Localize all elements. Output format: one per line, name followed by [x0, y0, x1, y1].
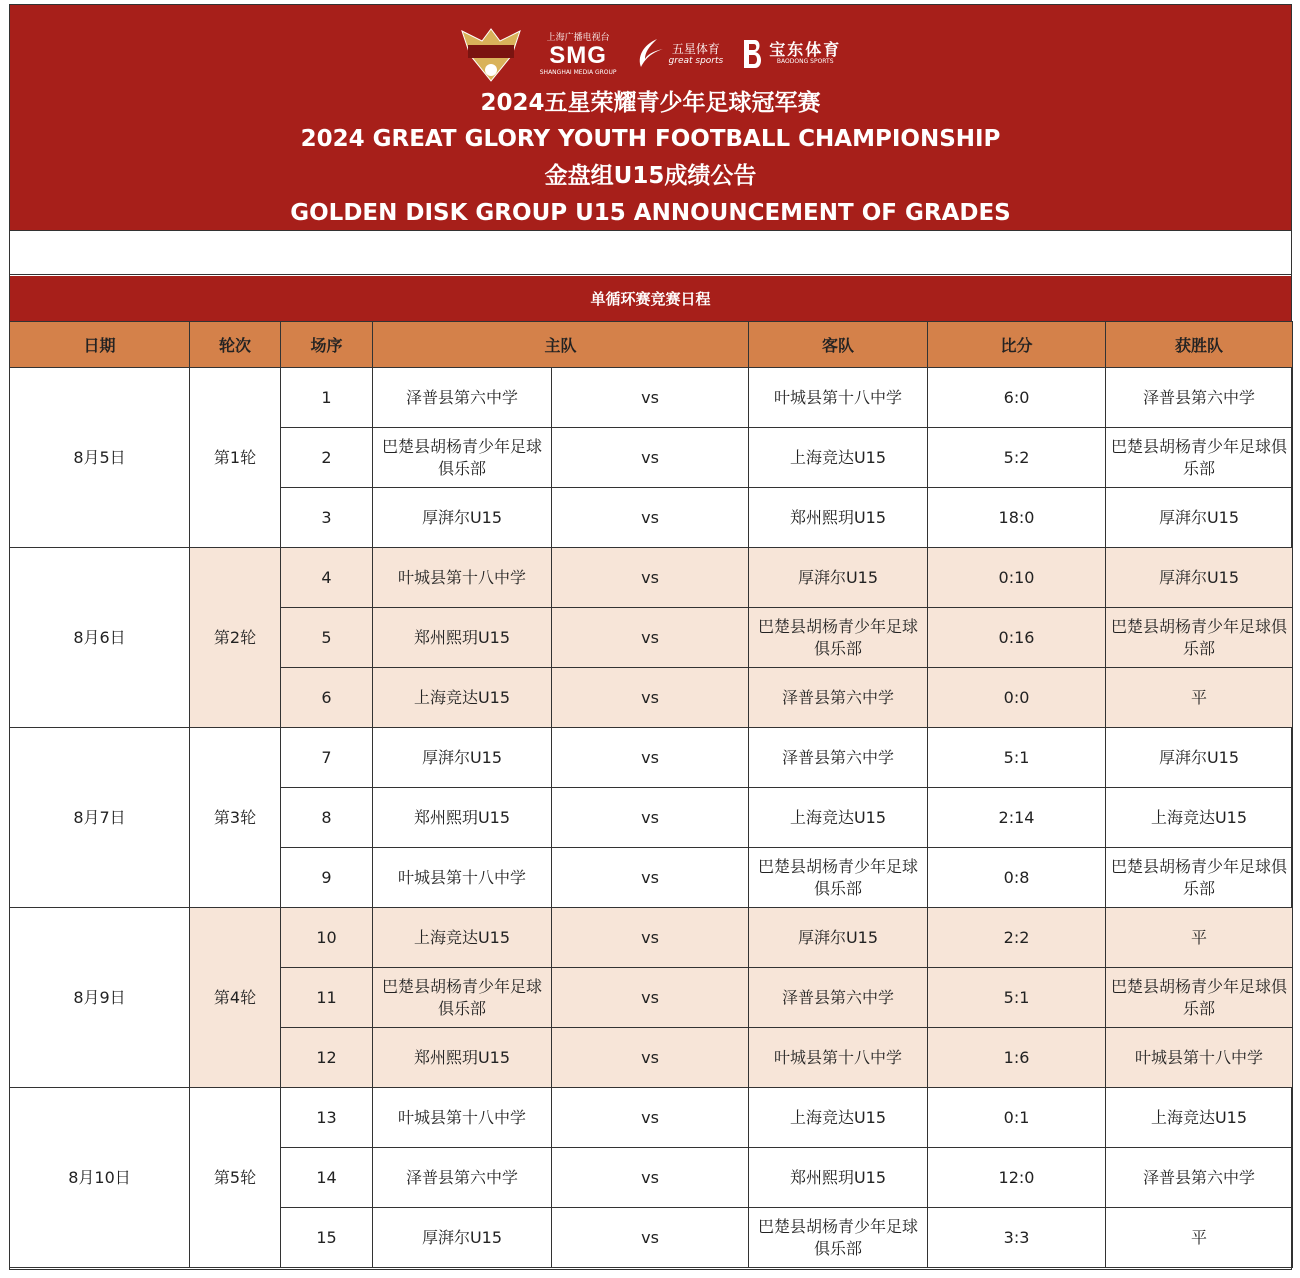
vs-cell: vs: [552, 1208, 749, 1268]
match-no-cell: 15: [281, 1208, 373, 1268]
match-no-cell: 14: [281, 1148, 373, 1208]
away-team-cell: 郑州熙玥U15: [749, 488, 928, 548]
home-team-cell: 厚湃尔U15: [373, 728, 552, 788]
winner-cell: 叶城县第十八中学: [1106, 1028, 1293, 1088]
winner-cell: 厚湃尔U15: [1106, 548, 1293, 608]
smg-subcaption: SHANGHAI MEDIA GROUP: [539, 68, 617, 76]
great-glory-logo: [460, 25, 522, 83]
match-no-cell: 4: [281, 548, 373, 608]
date-cell: 8月6日: [10, 548, 190, 728]
away-team-cell: 叶城县第十八中学: [749, 368, 928, 428]
away-team-cell: 郑州熙玥U15: [749, 1148, 928, 1208]
vs-cell: vs: [552, 1088, 749, 1148]
winner-cell: 泽普县第六中学: [1106, 368, 1293, 428]
away-team-cell: 上海竞达U15: [749, 788, 928, 848]
col-score: 比分: [928, 322, 1106, 368]
winner-cell: 巴楚县胡杨青少年足球俱乐部: [1106, 428, 1293, 488]
section-title: 单循环赛竞赛日程: [10, 276, 1291, 321]
table-row: [10, 728, 1293, 788]
vs-cell: vs: [552, 968, 749, 1028]
table-row: [10, 1088, 1293, 1148]
away-team-cell: 上海竞达U15: [749, 1088, 928, 1148]
subtitle-cn: 金盘组U15成绩公告: [544, 163, 757, 189]
winner-cell: 平: [1106, 668, 1293, 728]
vs-cell: vs: [552, 728, 749, 788]
away-team-cell: 叶城县第十八中学: [749, 1028, 928, 1088]
score-cell: 0:8: [928, 848, 1106, 908]
home-team-cell: 泽普县第六中学: [373, 368, 552, 428]
round-cell: 第3轮: [190, 728, 281, 908]
home-team-cell: 厚湃尔U15: [373, 1208, 552, 1268]
winner-cell: 平: [1106, 908, 1293, 968]
vs-cell: vs: [552, 548, 749, 608]
great-sports-cn: 五星体育: [671, 42, 720, 56]
home-team-cell: 叶城县第十八中学: [373, 848, 552, 908]
round-cell: 第5轮: [190, 1088, 281, 1268]
col-home: 主队: [373, 322, 749, 368]
col-winner: 获胜队: [1106, 322, 1293, 368]
round-cell: 第2轮: [190, 548, 281, 728]
table-row: [10, 368, 1293, 428]
baodong-b-icon: [741, 38, 765, 70]
vs-cell: vs: [552, 608, 749, 668]
title-en: 2024 GREAT GLORY YOUTH FOOTBALL CHAMPIONSHIP: [300, 126, 1001, 152]
vs-cell: vs: [552, 368, 749, 428]
score-cell: 0:10: [928, 548, 1106, 608]
score-cell: 18:0: [928, 488, 1106, 548]
winner-cell: 厚湃尔U15: [1106, 728, 1293, 788]
home-team-cell: 上海竞达U15: [373, 908, 552, 968]
col-date: 日期: [10, 322, 190, 368]
home-team-cell: 上海竞达U15: [373, 668, 552, 728]
away-team-cell: 巴楚县胡杨青少年足球俱乐部: [749, 608, 928, 668]
home-team-cell: 厚湃尔U15: [373, 488, 552, 548]
score-cell: 0:16: [928, 608, 1106, 668]
title-cn: 2024五星荣耀青少年足球冠军赛: [480, 90, 821, 116]
home-team-cell: 郑州熙玥U15: [373, 1028, 552, 1088]
match-no-cell: 10: [281, 908, 373, 968]
score-cell: 5:1: [928, 968, 1106, 1028]
away-team-cell: 泽普县第六中学: [749, 668, 928, 728]
match-no-cell: 11: [281, 968, 373, 1028]
home-team-cell: 巴楚县胡杨青少年足球俱乐部: [373, 428, 552, 488]
score-cell: 2:14: [928, 788, 1106, 848]
score-cell: 12:0: [928, 1148, 1106, 1208]
swoosh-icon: [635, 37, 665, 71]
winner-cell: 上海竞达U15: [1106, 1088, 1293, 1148]
vs-cell: vs: [552, 428, 749, 488]
schedule-body: [10, 368, 1293, 1268]
vs-cell: vs: [552, 1148, 749, 1208]
vs-cell: vs: [552, 488, 749, 548]
table-row: [10, 548, 1293, 608]
match-no-cell: 2: [281, 428, 373, 488]
home-team-cell: 郑州熙玥U15: [373, 788, 552, 848]
winner-cell: 平: [1106, 1208, 1293, 1268]
vs-cell: vs: [552, 668, 749, 728]
vs-cell: vs: [552, 908, 749, 968]
date-cell: 8月7日: [10, 728, 190, 908]
blank-row: [10, 231, 1291, 275]
col-round: 轮次: [190, 322, 281, 368]
eagle-emblem-icon: [460, 25, 522, 83]
subtitle-en: GOLDEN DISK GROUP U15 ANNOUNCEMENT OF GRADES: [290, 200, 1011, 226]
match-no-cell: 8: [281, 788, 373, 848]
home-team-cell: 叶城县第十八中学: [373, 548, 552, 608]
away-team-cell: 厚湃尔U15: [749, 908, 928, 968]
score-cell: 3:3: [928, 1208, 1106, 1268]
schedule-table: [9, 321, 1293, 1268]
great-sports-logo: [635, 37, 724, 71]
match-no-cell: 6: [281, 668, 373, 728]
score-cell: 2:2: [928, 908, 1106, 968]
match-no-cell: 1: [281, 368, 373, 428]
header-banner: [10, 5, 1291, 231]
smg-wordmark: SMG: [549, 41, 607, 69]
date-cell: 8月5日: [10, 368, 190, 548]
winner-cell: 厚湃尔U15: [1106, 488, 1293, 548]
vs-cell: vs: [552, 788, 749, 848]
score-cell: 5:1: [928, 728, 1106, 788]
match-no-cell: 7: [281, 728, 373, 788]
vs-cell: vs: [552, 1028, 749, 1088]
winner-cell: 巴楚县胡杨青少年足球俱乐部: [1106, 848, 1293, 908]
header-row: [10, 322, 1293, 368]
great-sports-en: great sports: [668, 56, 724, 66]
match-no-cell: 9: [281, 848, 373, 908]
away-team-cell: 上海竞达U15: [749, 428, 928, 488]
score-cell: 6:0: [928, 368, 1106, 428]
score-cell: 0:0: [928, 668, 1106, 728]
away-team-cell: 厚湃尔U15: [749, 548, 928, 608]
match-no-cell: 5: [281, 608, 373, 668]
home-team-cell: 巴楚县胡杨青少年足球俱乐部: [373, 968, 552, 1028]
winner-cell: 泽普县第六中学: [1106, 1148, 1293, 1208]
away-team-cell: 泽普县第六中学: [749, 968, 928, 1028]
baodong-cn: 宝东体育: [769, 40, 842, 59]
vs-cell: vs: [552, 848, 749, 908]
score-cell: 5:2: [928, 428, 1106, 488]
date-cell: 8月10日: [10, 1088, 190, 1268]
winner-cell: 巴楚县胡杨青少年足球俱乐部: [1106, 968, 1293, 1028]
home-team-cell: 叶城县第十八中学: [373, 1088, 552, 1148]
match-no-cell: 13: [281, 1088, 373, 1148]
match-no-cell: 12: [281, 1028, 373, 1088]
table-row: [10, 908, 1293, 968]
away-team-cell: 巴楚县胡杨青少年足球俱乐部: [749, 1208, 928, 1268]
match-no-cell: 3: [281, 488, 373, 548]
score-cell: 1:6: [928, 1028, 1106, 1088]
round-cell: 第1轮: [190, 368, 281, 548]
home-team-cell: 郑州熙玥U15: [373, 608, 552, 668]
round-cell: 第4轮: [190, 908, 281, 1088]
sponsor-logos: [10, 23, 1291, 85]
winner-cell: 巴楚县胡杨青少年足球俱乐部: [1106, 608, 1293, 668]
away-team-cell: 巴楚县胡杨青少年足球俱乐部: [749, 848, 928, 908]
baodong-en: BAODONG SPORTS: [776, 58, 834, 65]
col-match-no: 场序: [281, 322, 373, 368]
away-team-cell: 泽普县第六中学: [749, 728, 928, 788]
home-team-cell: 泽普县第六中学: [373, 1148, 552, 1208]
date-cell: 8月9日: [10, 908, 190, 1088]
score-cell: 0:1: [928, 1088, 1106, 1148]
smg-logo: [540, 33, 617, 76]
smg-caption: 上海广播电视台: [546, 32, 610, 43]
baodong-logo: [741, 38, 841, 70]
col-away: 客队: [749, 322, 928, 368]
winner-cell: 上海竞达U15: [1106, 788, 1293, 848]
